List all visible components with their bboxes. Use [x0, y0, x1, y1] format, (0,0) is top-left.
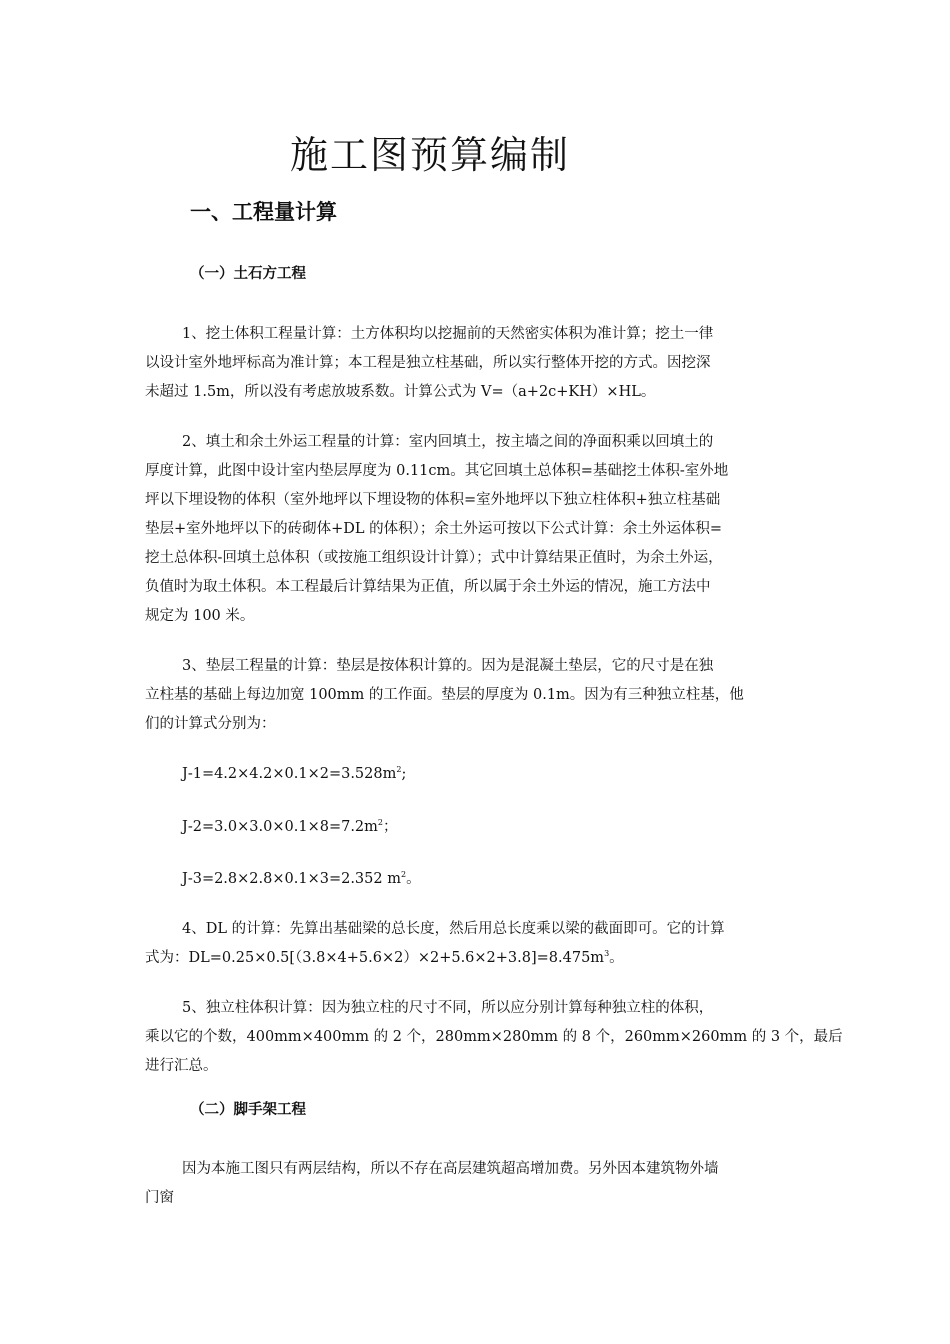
paragraph-line: 们的计算式分别为： [145, 716, 276, 732]
paragraph-line: 立柱基的基础上每边加宽 100mm 的工作面。垫层的厚度为 0.1m。因为有三种独立柱基，他 [145, 687, 744, 703]
paragraph-line: 以设计室外地坪标高为准计算；本工程是独立柱基础，所以实行整体开挖的方式。因挖深 [145, 355, 711, 371]
subsection-heading-scaffolding: （二）脚手架工程 [190, 1102, 306, 1118]
paragraph-line: 进行汇总。 [145, 1058, 218, 1074]
paragraph-line: 2、填土和余土外运工程量的计算：室内回填土，按主墙之间的净面积乘以回填土的 [182, 434, 714, 450]
paragraph-line: 规定为 100 米。 [145, 608, 255, 624]
paragraph-line: 门窗 [145, 1190, 174, 1206]
paragraph-line: 厚度计算，此图中设计室内垫层厚度为 0.11cm。其它回填土总体积=基础挖土体积-室外地 [145, 463, 729, 479]
formula-j2: $J-2=3.0\times 3.0\times 0.1\times 8=7.2m^2$； [182, 818, 398, 835]
formula-j3: J-3=2.8×2.8×0.1×3=2.352 $m^2$。 [182, 870, 421, 887]
paragraph-line: 1、挖土体积工程量计算：土方体积均以挖掘前的天然密实体积为准计算；挖土一律 [182, 326, 714, 342]
document-title: 施工图预算编制 [289, 133, 570, 177]
paragraph-line: 3、垫层工程量的计算：垫层是按体积计算的。因为是混凝土垫层，它的尺寸是在独 [182, 658, 714, 674]
paragraph-line: 负值时为取土体积。本工程最后计算结果为正值，所以属于余土外运的情况，施工方法中 [145, 579, 711, 595]
paragraph-line: 5、独立柱体积计算：因为独立柱的尺寸不同，所以应分别计算每种独立柱的体积， [182, 1000, 714, 1016]
paragraph-line: 挖土总体积-回填土总体积（或按施工组织设计计算）；式中计算结果正值时，为余土外运， [145, 550, 723, 566]
paragraph-line: 4、DL 的计算：先算出基础梁的总长度，然后用总长度乘以梁的截面即可。它的计算 [182, 921, 725, 937]
paragraph-line: 垫层+室外地坪以下的砖砌体+DL 的体积）；余土外运可按以下公式计算：余土外运体积= [145, 521, 723, 537]
paragraph-line: 乘以它的个数，400mm×400mm 的 2 个，280mm×280mm 的 8 个，260mm×260mm 的 3 个，最后 [145, 1029, 843, 1045]
section-heading: 一、工程量计算 [190, 200, 337, 224]
paragraph-line: 未超过 1.5m，所以没有考虑放坡系数。计算公式为 V=（a+2c+KH）×HL。 [145, 384, 656, 400]
subsection-heading-earthwork: （一）土石方工程 [190, 266, 306, 282]
formula-j1: $J-1=4.2\times 4.2\times 0.1\times 2=3.528m^2$; [182, 765, 407, 782]
formula-dl: 式为：$DL=0.25\times 0.5[(3.8\times 4+5.6\times 2)\times 2+5.6\times 2+3.8]=8.475m^3$。 [145, 949, 624, 966]
paragraph-line: 坪以下埋设物的体积（室外地坪以下埋设物的体积=室外地坪以下独立柱体积+独立柱基础 [145, 492, 721, 508]
paragraph-line: 因为本施工图只有两层结构，所以不存在高层建筑超高增加费。另外因本建筑物外墙 [182, 1161, 719, 1177]
